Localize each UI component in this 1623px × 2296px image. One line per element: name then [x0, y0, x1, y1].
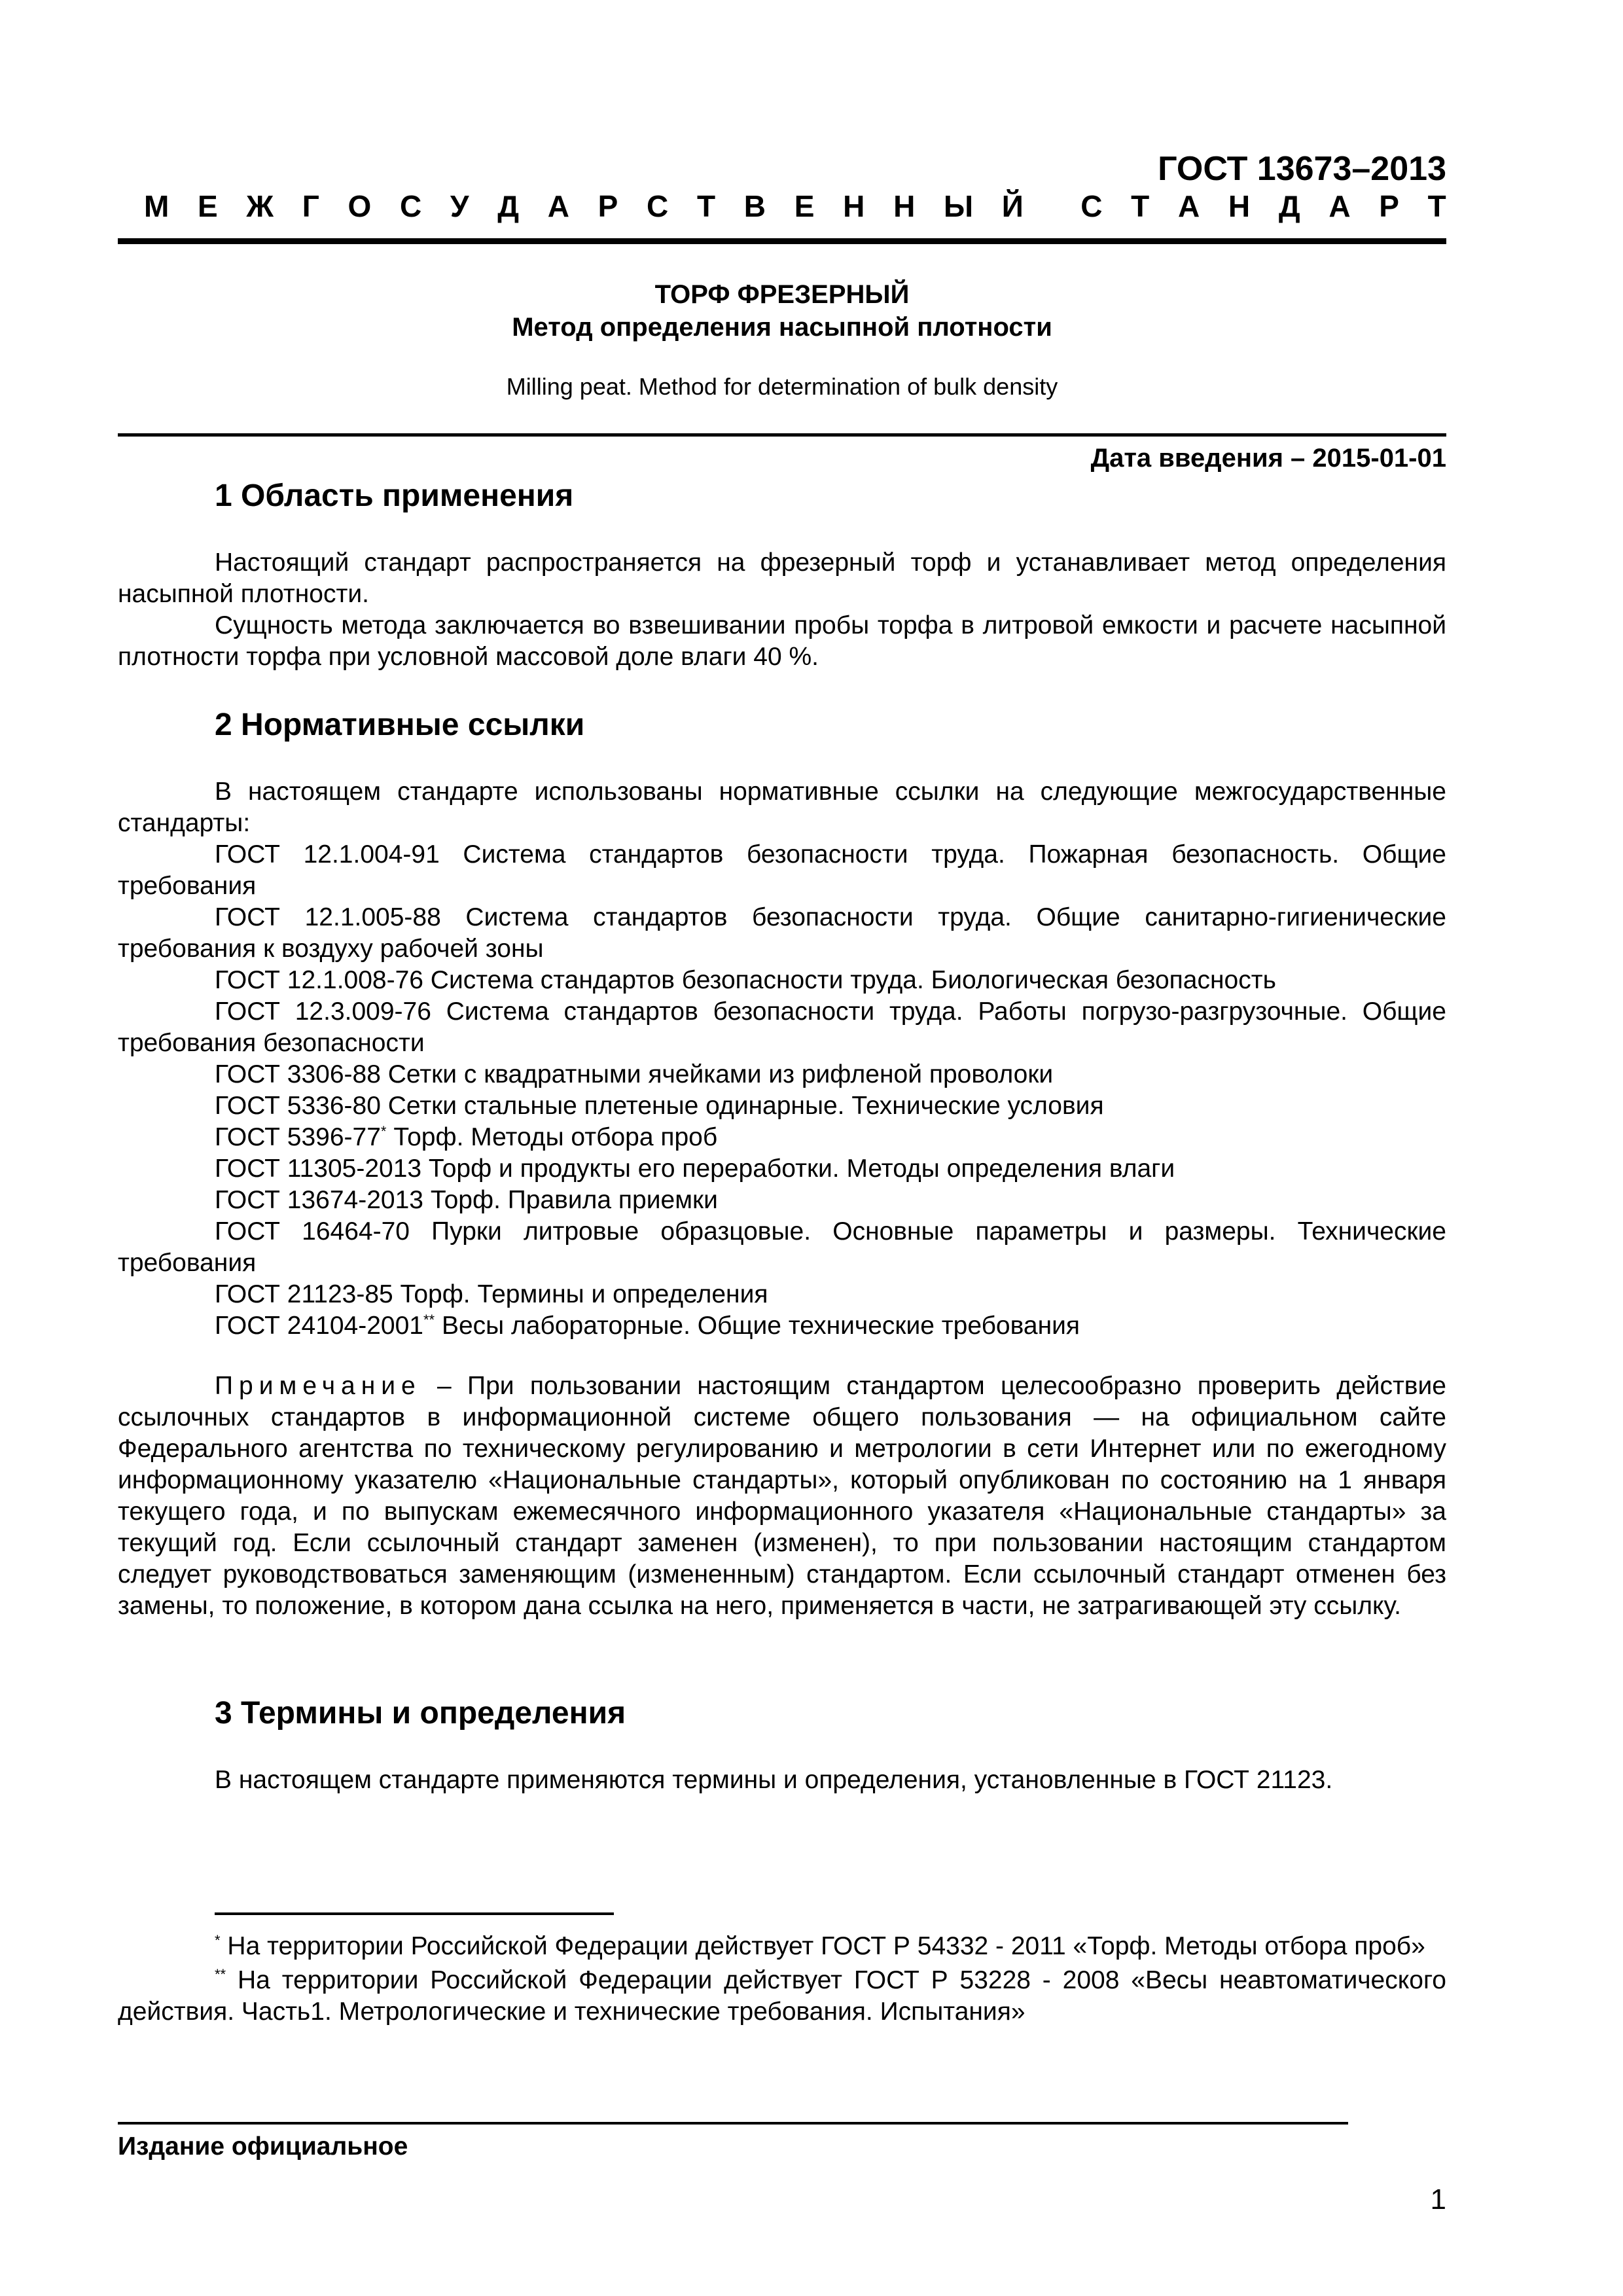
footnote-marker: * [380, 1123, 387, 1139]
reference-item: ГОСТ 12.1.004-91 Система стандартов безопасности труда. Пожарная безопасность. Общие требования [118, 840, 1446, 900]
document-title: ТОРФ ФРЕЗЕРНЫЙ [654, 280, 910, 309]
reference-item: ГОСТ 16464-70 Пурки литровые образцовые. Основные параметры и размеры. Технические требования [118, 1217, 1446, 1277]
banner-letter: Т [696, 189, 716, 223]
banner-letter: О [348, 189, 372, 223]
section-2-heading: 2 Нормативные ссылки [215, 708, 585, 742]
header-rule [118, 238, 1446, 244]
banner-letter: Р [597, 189, 618, 223]
reference-title: Торф. Методы отбора проб [386, 1123, 718, 1151]
banner-letter: У [450, 189, 469, 223]
footnote [118, 1965, 1446, 2028]
banner-letter: Ы [944, 189, 974, 223]
section-1-body [118, 547, 1446, 673]
banner-letter: Н [843, 189, 865, 223]
banner-letter: Т [1427, 189, 1446, 223]
footnote-marker: * [215, 1932, 221, 1948]
banner-letter: Ж [246, 189, 274, 223]
footnote-marker: ** [423, 1312, 435, 1328]
section-3-body [118, 1765, 1446, 1796]
section-3-paragraph: В настоящем стандарте применяются термины и определения, установленные в ГОСТ 21123. [215, 1766, 1333, 1794]
reference-title: Весы лабораторные. Общие технические требования [435, 1312, 1080, 1340]
reference-item: ГОСТ 12.1.005-88 Система стандартов безопасности труда. Общие санитарно-гигиенические требования к воздуху рабочей зоны [118, 903, 1446, 963]
banner-letter: Н [893, 189, 916, 223]
official-edition-label: Издание официальное [118, 2132, 408, 2161]
document-subtitle: Метод определения насыпной плотности [512, 313, 1052, 342]
reference-item: ГОСТ 21123-85 Торф. Термины и определения [215, 1280, 768, 1308]
introduction-date: Дата введения – 2015-01-01 [1090, 444, 1446, 473]
reference-item [118, 1310, 1446, 1342]
reference-code: ГОСТ 24104-2001 [215, 1312, 423, 1340]
reference-item: ГОСТ 11305-2013 Торф и продукты его переработки. Методы определения влаги [215, 1155, 1175, 1183]
section-2-body [118, 776, 1446, 1622]
page-number: 1 [1430, 2183, 1446, 2215]
reference-item: ГОСТ 5336-80 Сетки стальные плетеные одинарные. Технические условия [215, 1092, 1104, 1120]
note-paragraph [118, 1371, 1446, 1622]
interstate-standard-banner [144, 188, 1446, 224]
banner-letter: А [1329, 189, 1351, 223]
footnote [118, 1931, 1446, 1962]
footnote-text: На территории Российской Федерации действует ГОСТ Р 53228 - 2008 «Весы неавтоматического действия. Часть1. Метрологические и технические требования. Испытания» [118, 1966, 1446, 2026]
banner-letter: М [144, 189, 169, 223]
note-label: Примечание [215, 1372, 421, 1400]
section-1-paragraph: Сущность метода заключается во взвешивании пробы торфа в литровой емкости и расчете насыпной плотности торфа при условной массовой доле влаги 40 %. [118, 611, 1446, 671]
section-1-heading: 1 Область применения [215, 478, 574, 513]
footnote-text: На территории Российской Федерации действует ГОСТ Р 54332 - 2011 «Торф. Методы отбора проб» [220, 1932, 1425, 1960]
note-text: – При пользовании настоящим стандартом целесообразно проверить действие ссылочных стандартов в информационной системе общего пользования — на официальном сайте Федерального агентства по техническому регулированию и метрологии в сети Интернет или по ежегодному информационному указателю «Национальные стандарты», который опубликован по состоянию на 1 января текущего года, и по выпускам ежемесячного информационного указателя «Национальные стандарты» за текущий год. Если ссылочный стандарт заменен (изменен), то при пользовании настоящим стандартом следует руководствоваться заменяющим (измененным) стандартом. Если ссылочный стандарт отменен без замены, то положение, в котором дана ссылка на него, применяется в части, не затрагивающей эту ссылку. [118, 1372, 1446, 1620]
banner-letter: Е [198, 189, 218, 223]
banner-letter: Д [1278, 189, 1300, 223]
title-rule [118, 433, 1446, 437]
reference-item: ГОСТ 13674-2013 Торф. Правила приемки [215, 1186, 718, 1214]
reference-item: ГОСТ 12.3.009-76 Система стандартов безопасности труда. Работы погрузо-разгрузочные. Общие требования безопасности [118, 997, 1446, 1057]
english-title: Milling peat. Method for determination of bulk density [506, 373, 1058, 400]
banner-letter: А [1177, 189, 1200, 223]
section-3-heading: 3 Термины и определения [215, 1696, 626, 1731]
banner-letter: Д [497, 189, 520, 223]
reference-item [118, 1122, 1446, 1153]
banner-letter: С [1080, 189, 1103, 223]
edition-rule [118, 2122, 1348, 2125]
reference-item: ГОСТ 3306-88 Сетки с квадратными ячейками из рифленой проволоки [215, 1060, 1054, 1088]
banner-letter: Е [794, 189, 815, 223]
banner-letter: С [399, 189, 422, 223]
gost-number: ГОСТ 13673–2013 [1158, 150, 1446, 188]
banner-letter: Р [1379, 189, 1399, 223]
footnotes [118, 1931, 1446, 2030]
section-1-paragraph: Настоящий стандарт распространяется на фрезерный торф и устанавливает метод определения насыпной плотности. [118, 548, 1446, 608]
footnote-marker: ** [215, 1966, 226, 1982]
banner-letter: А [547, 189, 569, 223]
reference-code: ГОСТ 5396-77 [215, 1123, 381, 1151]
banner-letter: Г [302, 189, 319, 223]
footnote-separator [215, 1912, 614, 1915]
banner-letter: Т [1131, 189, 1150, 223]
banner-letter: С [647, 189, 669, 223]
reference-item: ГОСТ 12.1.008-76 Система стандартов безопасности труда. Биологическая безопасность [215, 966, 1276, 994]
banner-letter: В [743, 189, 766, 223]
banner-letter: Й [1001, 189, 1024, 223]
banner-letter: Н [1228, 189, 1251, 223]
section-2-lead: В настоящем стандарте использованы нормативные ссылки на следующие межгосударственные стандарты: [118, 778, 1446, 837]
